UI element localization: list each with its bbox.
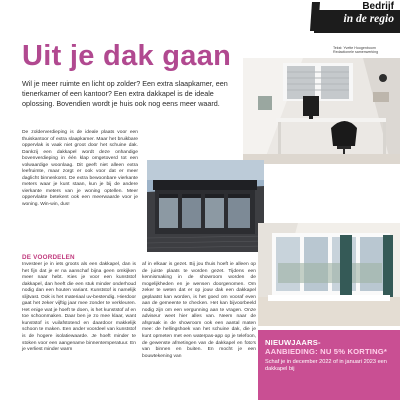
article-credit [333,46,399,55]
offer-heading-line1: NIEUWJAARS- [265,338,321,347]
dormer-exterior-photo [147,160,264,252]
section-heading: DE VOORDELEN [22,254,75,261]
article-title: Uit je dak gaan [22,40,232,72]
dormer-interior-photo [258,223,400,326]
intro-text: De zolderverdieping is de ideale plaats voor een thuiskantoor of extra slaapkamer. Maar het bruikbare oppervlak is vaak niet groot door het schuine dak. Dankzij een dakkapel wordt deze onhandige bovenverdieping in één klap omgetoverd tot een volwaardige woonlaag. Dit geeft niet alleen extra leefruimte, maar zorgt er ook voor dat er meer daglicht binnenkomt. De extra bewoonbare vierkante meters waar je kunt staan, kun je bij de andere vierkante meters van je woning optellen. Meer oppervlakte betekent ook een meerwaarde voor je woning. Win-win, dus! [22,130,138,208]
banner-title: Bedrijf [362,1,394,12]
attic-office-photo [243,58,400,164]
category-banner [308,0,400,40]
intro-paragraph [22,130,138,209]
offer-heading-line2: AANBIEDING: NU 5% KORTING* [265,347,388,356]
voordelen-column-2 [142,262,256,360]
article-lead: Wil je meer ruimte en licht op zolder? Een extra slaapkamer, een tienerkamer of een kantoor? Een extra dakkapel is de ideale oplossing. Bovendien wordt je huis ook nog eens meer waard. [22,79,228,108]
offer-text: Schaf je in december 2022 of in januari 2023 een dakkapel bij [265,359,387,372]
credit-note: Redactionele samenwerking [333,50,379,55]
new-year-offer-box [258,330,400,400]
voordelen-column-1 [22,262,136,354]
voordelen-text-2: af in elkaar is gezet. Bij jou thuis hoeft ie alleen op de juiste plaats te worden gezet. Tijdens een kennismaking in de showroom worden de mogelijkheden en je wensen doorgenomen. Om zeker te weten dat er op jouw dak een dakkapel geplaatst kan worden, is het goed om vooraf even aan de gemeente te checken. Het kan bijvoorbeeld nodig zijn om een vergunning aan te vragen. Onze adviseur weet hier alles van. Neem naar de afspraak in de showroom ook een aantal maten mee: de hellingshoek van het schuine dak, die je kunt opmeten met een waterpas-app op je telefoon, de gewenste afmetingen van de dakkapel en foto's van binnen en buiten. En mocht je een bouwtekening van [142,262,256,359]
credit-author: Tekst: Yvette Hoogenboom [333,46,376,50]
voordelen-text-1: Investeer je in iets groots als een dakkapel, dan is het fijn dat je er na aanschaf bijna geen omkijken meer naar hebt. Kies je voor een kunststof dakkapel, dan heeft die een stuk minder onderhoud nodig dan een houten variant. Kunststof is namelijk slijtvast. Ook is het materiaal uv-bestendig. Hierdoor gaat het zeker vijftig jaar mee zonder te verkleuren. Het enige wat je hoeft te doen, is het kunststof af en toe schoonmaken. Daar ben je zo mee klaar, want kunststof is vuilafstotend en daardoor makkelijk schoon te maken. Een ander voordeel van kunststof is de hogere isolatiewaarde. Je hoeft minder te stoken voor een aangename binnentemperatuur. En je verliest minder warm [22,262,136,353]
banner-subtitle: in de regio [343,13,394,25]
